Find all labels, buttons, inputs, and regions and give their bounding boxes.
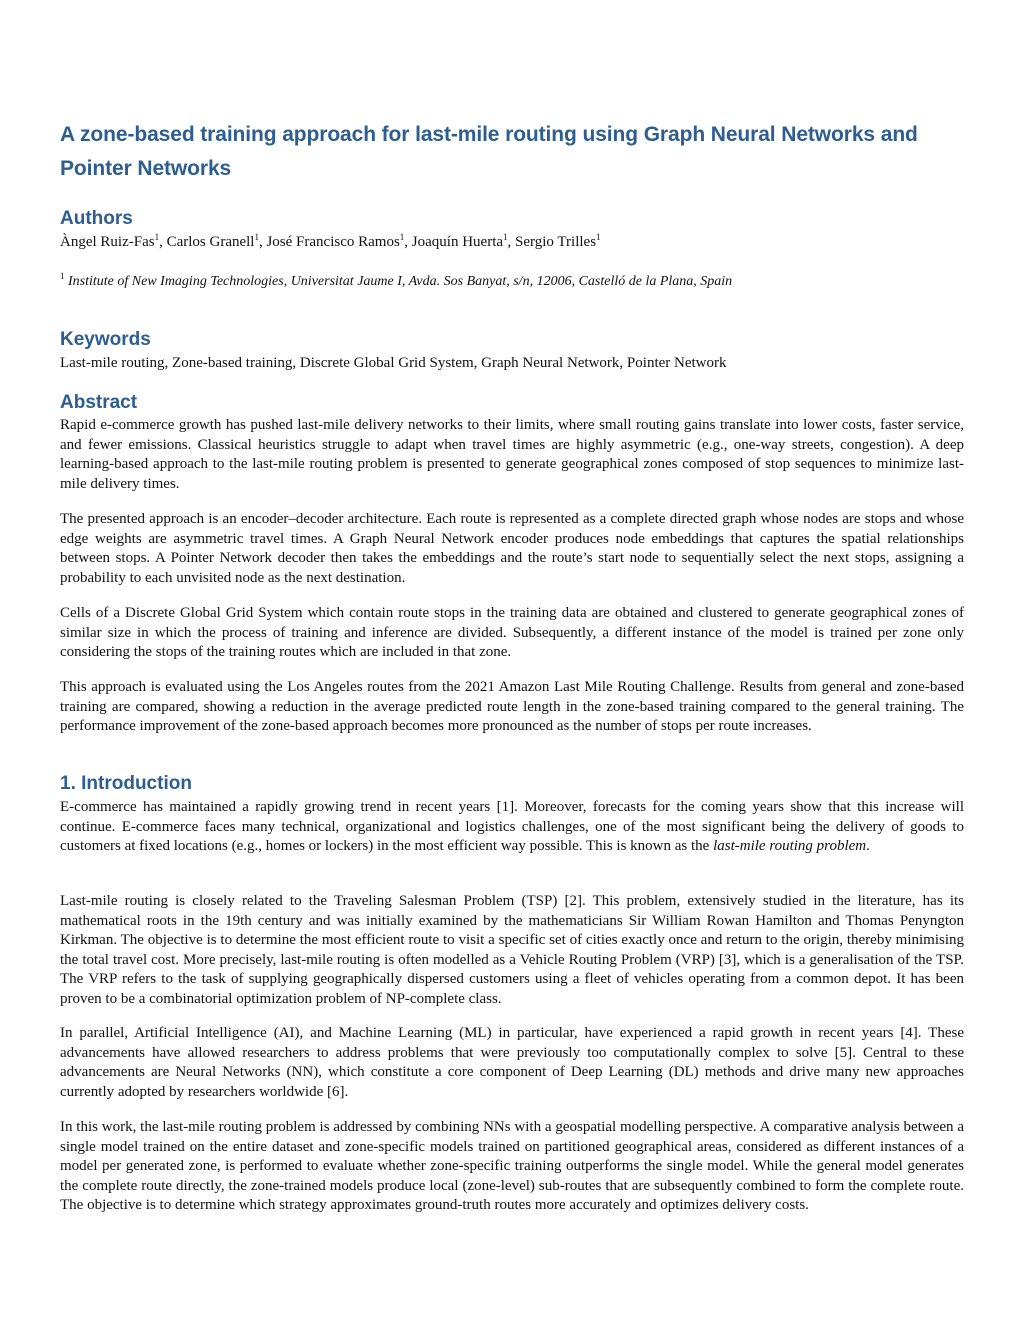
affiliation [60, 272, 964, 292]
affiliation-text: Institute of New Imaging Technologies, Universitat Jaume I, Avda. Sos Banyat, s/n, 12006, Castelló de la Plana, Spain [68, 274, 733, 289]
author: Àngel Ruiz-Fas$^1$, [60, 232, 167, 250]
emphasis-term: last-mile routing problem [713, 838, 867, 854]
intro-paragraph: E-commerce has maintained a rapidly growing trend in recent years [1]. Moreover, forecasts for the coming years show that this increase will continue. E-commerce faces many technical, organizational and logistics challenges, one of the most significant being the delivery of goods to customers at fixed locations (e.g., homes or lockers) in the most efficient way possible. This is known as the last-mile routing problem. [60, 799, 964, 854]
abstract-heading: Abstract [60, 392, 138, 413]
paper-title: A zone-based training approach for last-mile routing using Graph Neural Networks and Pointer Networks [60, 123, 918, 180]
abstract-paragraph: The presented approach is an encoder–decoder architecture. Each route is represented as a complete directed graph whose nodes are stops and whose edge weights are asymmetric travel times. A Graph Neural Network encoder produces node embeddings that captures the spatial relationships between stops. A Pointer Network decoder then takes the embeddings and the route’s start node to sequentially select the next stops, assigning a probability to each unvisited node as the next destination. [60, 511, 964, 586]
introduction-heading: 1. Introduction [60, 773, 192, 794]
author: José Francisco Ramos$^1$, [266, 232, 412, 250]
authors-heading: Authors [60, 208, 133, 229]
intro-paragraph: In parallel, Artificial Intelligence (AI), and Machine Learning (ML) in particular, have experienced a rapid growth in recent years [4]. These advancements have allowed researchers to address problems that were previously too computationally complex to solve [5]. Central to these advancements are Neural Networks (NN), which constitute a core component of Deep Learning (DL) methods and drive many new approaches currently adopted by researchers worldwide [6]. [60, 1025, 964, 1100]
keywords-heading: Keywords [60, 329, 151, 350]
abstract-paragraph: Cells of a Discrete Global Grid System which contain route stops in the training data are obtained and clustered to generate geographical zones of similar size in which the process of training and inference are divided. Subsequently, a different instance of the model is trained per zone only considering the stops of the training routes which are included in that zone. [60, 605, 964, 660]
affiliation-mark: 1 [60, 271, 65, 281]
keywords-text: Last-mile routing, Zone-based training, Discrete Global Grid System, Graph Neural Network, Pointer Network [60, 355, 727, 371]
author: Carlos Granell$^1$, [166, 232, 267, 250]
intro-paragraph: Last-mile routing is closely related to the Traveling Salesman Problem (TSP) [2]. This problem, extensively studied in the literature, has its mathematical roots in the 19th century and was initially examined by the mathematicians Sir William Rowan Hamilton and Thomas Penyngton Kirkman. The objective is to determine the most efficient route to visit a specific set of cities exactly once and return to the origin, thereby minimising the total travel cost. More precisely, last-mile routing is often modelled as a Vehicle Routing Problem (VRP) [3], which is a generalisation of the TSP. The VRP refers to the task of supplying geographically dispersed customers using a fleet of vehicles operating from a common depot. It has been proven to be a combinatorial optimization problem of NP-complete class. [60, 893, 964, 1007]
abstract-paragraph: Rapid e-commerce growth has pushed last-mile delivery networks to their limits, where small routing gains translate into lower costs, faster service, and fewer emissions. Classical heuristics struggle to adapt when travel times are highly asymmetric (e.g., one-way streets, congestion). A deep learning-based approach to the last-mile routing problem is presented to generate geographical zones composed of stop sequences to minimize last-mile delivery times. [60, 417, 964, 492]
author: Joaquín Huerta$^1$, [411, 232, 516, 250]
intro-paragraph: In this work, the last-mile routing problem is addressed by combining NNs with a geospatial modelling perspective. A comparative analysis between a single model trained on the entire dataset and zone-specific models trained on partitioned geographical areas, considered as different instances of a model per generated zone, is performed to evaluate whether zone-specific training outperforms the single model. While the general model generates the complete route directly, the zone-trained models produce local (zone-level) sub-routes that are subsequently combined to form the complete route. The objective is to determine which strategy approximates ground-truth routes more accurately and optimizes delivery costs. [60, 1119, 964, 1213]
author: Sergio Trilles$^1$ [515, 232, 601, 250]
abstract-paragraph: This approach is evaluated using the Los Angeles routes from the 2021 Amazon Last Mile Routing Challenge. Results from general and zone-based training are compared, showing a reduction in the average predicted route length in the zone-based training compared to the general training. The performance improvement of the zone-based approach becomes more pronounced as the number of stops per route increases. [60, 679, 964, 734]
author-list [60, 233, 964, 253]
